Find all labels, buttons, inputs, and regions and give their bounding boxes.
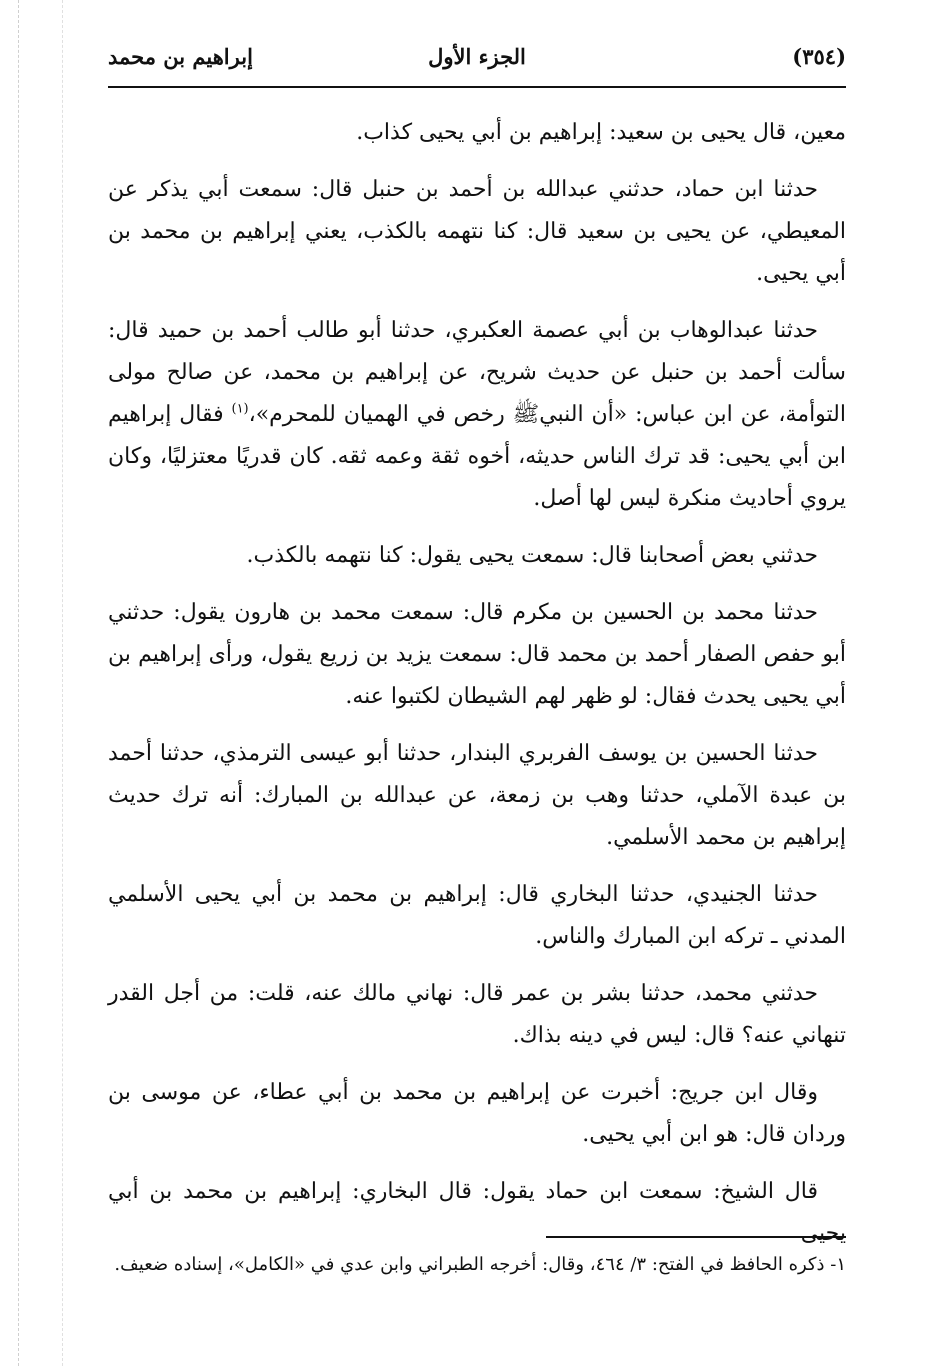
paragraph: حدثنا الحسين بن يوسف الفربري البندار، حدثنا أبو عيسى الترمذي، حدثنا أحمد بن عبدة الآملي، حدثنا وهب بن زمعة، عن عبدالله بن المبارك: أنه ترك حديث إبراهيم بن محمد الأسلمي. (108, 741, 846, 850)
volume-title: الجزء الأول (428, 44, 526, 69)
footnote-divider (546, 1236, 846, 1238)
paragraph: حدثنا ابن حماد، حدثني عبدالله بن أحمد بن حنبل قال: سمعت أبي يذكر عن المعيطي، عن يحيى بن سعيد قال: كنا نتهمه بالكذب، يعني إبراهيم بن محمد بن أبي يحيى. (108, 177, 846, 286)
page-number: (٣٥٤) (792, 44, 846, 69)
paragraph: قال الشيخ: سمعت ابن حماد يقول: قال البخاري: إبراهيم بن محمد بن أبي يحيى (108, 1179, 846, 1246)
margin-guide-line (18, 0, 20, 1366)
margin-guide-line (62, 0, 64, 1366)
main-text (108, 112, 846, 1270)
paragraph: حدثني بعض أصحابنا قال: سمعت يحيى يقول: كنا نتهمه بالكذب. (246, 543, 818, 568)
paragraph (108, 310, 846, 520)
footnote: ١- ذكره الحافظ في الفتح: ٣/ ٤٦٤، وقال: أخرجه الطبراني وابن عدي في «الكامل»، إسناده ضعيف. (114, 1254, 846, 1275)
paragraph-text: حدثنا عبدالوهاب بن أبي عصمة العكبري، حدثنا أبو طالب أحمد بن حميد قال: سألت أحمد بن حنبل عن حديث شريح، عن إبراهيم بن محمد، عن صالح مولى التوأمة، عن ابن عباس: «أن النبيﷺ رخص في الهميان للمحرم»، (108, 318, 846, 427)
paragraph: معين، قال يحيى بن سعيد: إبراهيم بن أبي يحيى كذاب. (356, 120, 846, 145)
page-header (108, 40, 846, 88)
paragraph: وقال ابن جريج: أخبرت عن إبراهيم بن محمد بن أبي عطاء، عن موسى بن وردان قال: هو ابن أبي يحيى. (108, 1080, 846, 1147)
paragraph: حدثنا الجنيدي، حدثنا البخاري قال: إبراهيم بن محمد بن أبي يحيى الأسلمي المدني ـ تركه ابن المبارك والناس. (108, 882, 846, 949)
paragraph-text: فقال إبراهيم ابن أبي يحيى: قد ترك الناس حديثه، أخوه ثقة وعمه ثقه. كان قدريًا معتزليًا، وكان يروي أحاديث منكرة ليس لها أصل. (108, 402, 846, 511)
paragraph: حدثنا محمد بن الحسين بن مكرم قال: سمعت محمد بن هارون يقول: حدثني أبو حفص الصفار أحمد بن محمد قال: سمعت يزيد بن زريع يقول، ورأى إبراهيم بن أبي يحيى يحدث فقال: لو ظهر لهم الشيطان لكتبوا عنه. (108, 600, 846, 709)
entry-title: إبراهيم بن محمد (108, 44, 253, 69)
footnote-reference[interactable]: (١) (231, 401, 249, 417)
paragraph: حدثني محمد، حدثنا بشر بن عمر قال: نهاني مالك عنه، قلت: من أجل القدر تنهاني عنه؟ قال: ليس في دينه بذاك. (108, 981, 846, 1048)
